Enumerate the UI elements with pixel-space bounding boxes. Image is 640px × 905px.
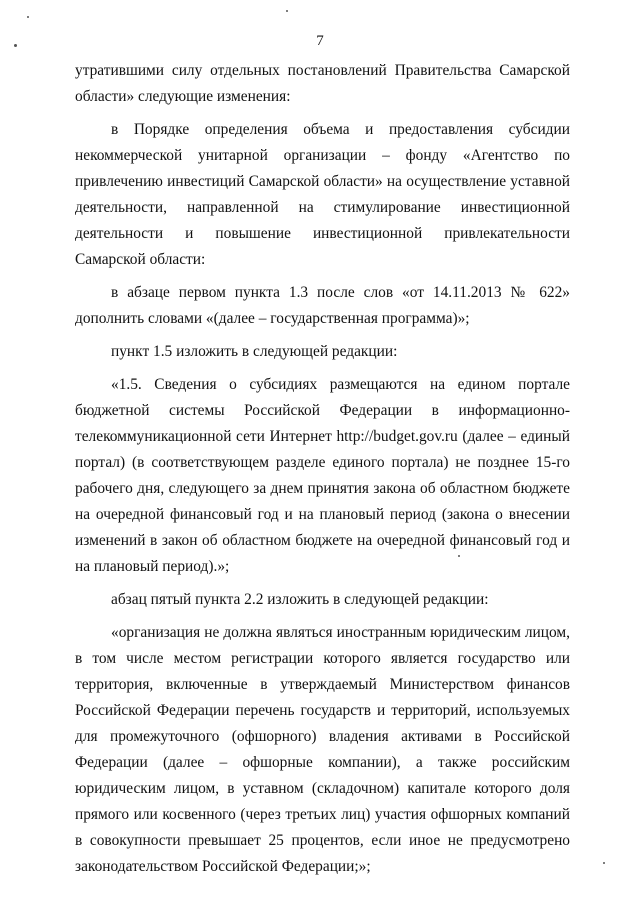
paragraph-1: утратившими силу отдельных постановлений Правительства Самарской области» следующие изменения: [75, 62, 570, 105]
scan-speck [603, 862, 605, 864]
page-number: 7 [316, 33, 324, 49]
scan-speck [27, 16, 29, 18]
paragraph-4: пункт 1.5 изложить в следующей редакции: [111, 343, 398, 360]
scan-speck [286, 10, 288, 12]
paragraph-6: абзац пятый пункта 2.2 изложить в следующей редакции: [111, 591, 489, 608]
document-body [75, 58, 570, 880]
paragraph-3: в абзаце первом пункта 1.3 после слов «от 14.11.2013 № 622» дополнить словами «(далее – государственная программа)»; [75, 284, 570, 327]
paragraph-2: в Порядке определения объема и предоставления субсидии некоммерческой унитарной организации – фонду «Агентство по привлечению инвестиций Самарской области» на осуществление уставной деятельности, направленной на стимулирование инвестиционной деятельности и повышение инвестиционной привлекательности Самарской области: [75, 121, 570, 268]
scan-speck [458, 555, 460, 557]
scan-speck [14, 44, 17, 47]
paragraph-7: «организация не должна являться иностранным юридическим лицом, в том числе местом регистрации которого является государство или территория, включенные в утверждаемый Министерством финансов Российской Федерации перечень государств и территорий, используемых для промежуточного (офшорного) владения активами в Российской Федерации (далее – офшорные компании), а также российским юридическим лицом, в уставном (складочном) капитале которого доля прямого или косвенного (через третьих лиц) участия офшорных компаний в совокупности превышает 25 процентов, если иное не предусмотрено законодательством Российской Федерации;»; [75, 624, 570, 875]
paragraph-5: «1.5. Сведения о субсидиях размещаются на едином портале бюджетной системы Российской Федерации в информационно-телекоммуникационной сети Интернет http://budget.gov.ru (далее – единый портал) (в соответствующем разделе единого портала) не позднее 15-го рабочего дня, следующего за днем принятия закона об областном бюджете на очередной финансовый год и на плановый период (закона о внесении изменений в закон об областном бюджете на очередной финансовый год и на плановый период).»; [75, 376, 570, 575]
